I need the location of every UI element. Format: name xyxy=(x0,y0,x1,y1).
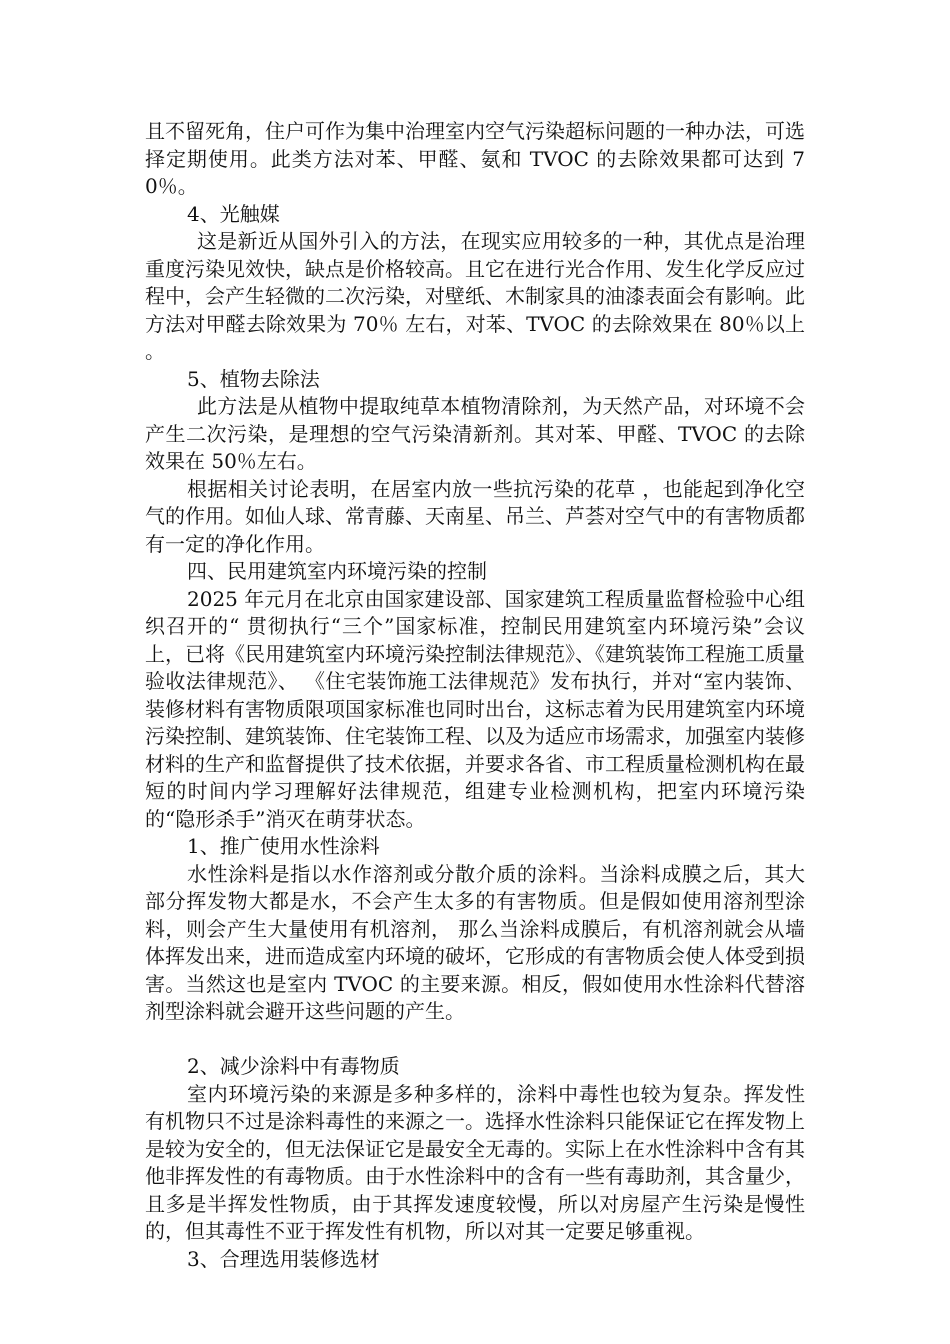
paragraph-plants-purify: 根据相关讨论表明，在居室内放一些抗污染的花草 ，也能起到净化空气的作用。如仙人球、常青藤、天南星、吊兰、芦荟对空气中的有害物质都有一定的净化作用。 xyxy=(145,476,805,556)
paragraph-national-standards: 2025 年元月在北京由国家建设部、国家建筑工程质量监督检验中心组织召开的“ 贯彻执行“三个”国家标准，控制民用建筑室内环境污染”会议上，已将《民用建筑室内环境污染控制法律规范》、《建筑装饰工程施工质量验收法律规范》、 《住宅装饰施工法律规范》发布执行，并对“室内装饰、装修材料有害物质限项国家标准也同时出台，这标志着为民用建筑室内环境污染控制、建筑装饰、住宅装饰工程、以及为适应市场需求，加强室内装修材料的生产和监督提供了技术依据，并要求各省、市工程质量检测机构在最短的时间内学习理解好法律规范，组建专业检测机构，把室内环境污染的“隐形杀手”消灭在萌芽状态。 xyxy=(145,586,805,831)
heading-plant-removal: 5、植物去除法 xyxy=(187,366,320,391)
heading-section-four: 四、民用建筑室内环境污染的控制 xyxy=(187,559,487,583)
document-body xyxy=(145,118,805,1273)
heading-reduce-toxins: 2、减少涂料中有毒物质 xyxy=(187,1054,400,1078)
paragraph-reduce-toxins: 室内环境污染的来源是多种多样的，涂料中毒性也较为复杂。挥发性有机物只不过是涂料毒性的来源之一。选择水性涂料只能保证它在挥发物上是较为安全的，但无法保证它是最安全无毒的。实际上在水性涂料中含有其他非挥发性的有毒物质。由于水性涂料中的含有一些有毒助剂，其含量少，且多是半挥发性物质，由于其挥发速度较慢，所以对房屋产生污染是慢性的，但其毒性不亚于挥发性有机物，所以对其一定要足够重视。 xyxy=(145,1081,805,1243)
paragraph-water-based-paint: 水性涂料是指以水作溶剂或分散介质的涂料。当涂料成膜之后，其大部分挥发物大都是水，不会产生太多的有害物质。但是假如使用溶剂型涂料，则会产生大量使用有机溶剂， 那么当涂料成膜后，有机溶剂就会从墙体挥发出来，进而造成室内环境的破坏，它形成的有害物质会使人体受到损害。当然这也是室内 TVOC 的主要来源。相反，假如使用水性涂料代替溶剂型涂料就会避开这些问题的产生。 xyxy=(145,861,805,1023)
paragraph-plant-removal: 此方法是从植物中提取纯草本植物清除剂，为天然产品，对环境不会产生二次污染，是理想的空气污染清新剂。其对苯、甲醛、TVOC 的去除效果在 50％左右。 xyxy=(145,394,805,473)
heading-material-selection: 3、合理选用装修选材 xyxy=(187,1246,380,1271)
paragraph-photocatalyst: 这是新近从国外引入的方法，在现实应用较多的一种，其优点是治理重度污染见效快，缺点是价格较高。且它在进行光合作用、发生化学反应过程中，会产生轻微的二次污染，对壁纸、木制家具的油漆表面会有影响。此方法对甲醛去除效果为 70％ 左右，对苯、TVOC 的去除效果在 80％以上 。 xyxy=(145,229,805,363)
paragraph-method-summary: 且不留死角，住户可作为集中治理室内空气污染超标问题的一种办法，可选择定期使用。此类方法对苯、甲醛、氨和 TVOC 的去除效果都可达到 70％。 xyxy=(145,119,805,198)
paragraph-spacer xyxy=(145,1026,805,1054)
heading-water-based-paint: 1、推广使用水性涂料 xyxy=(187,834,380,858)
heading-photocatalyst: 4、光触媒 xyxy=(187,201,280,226)
